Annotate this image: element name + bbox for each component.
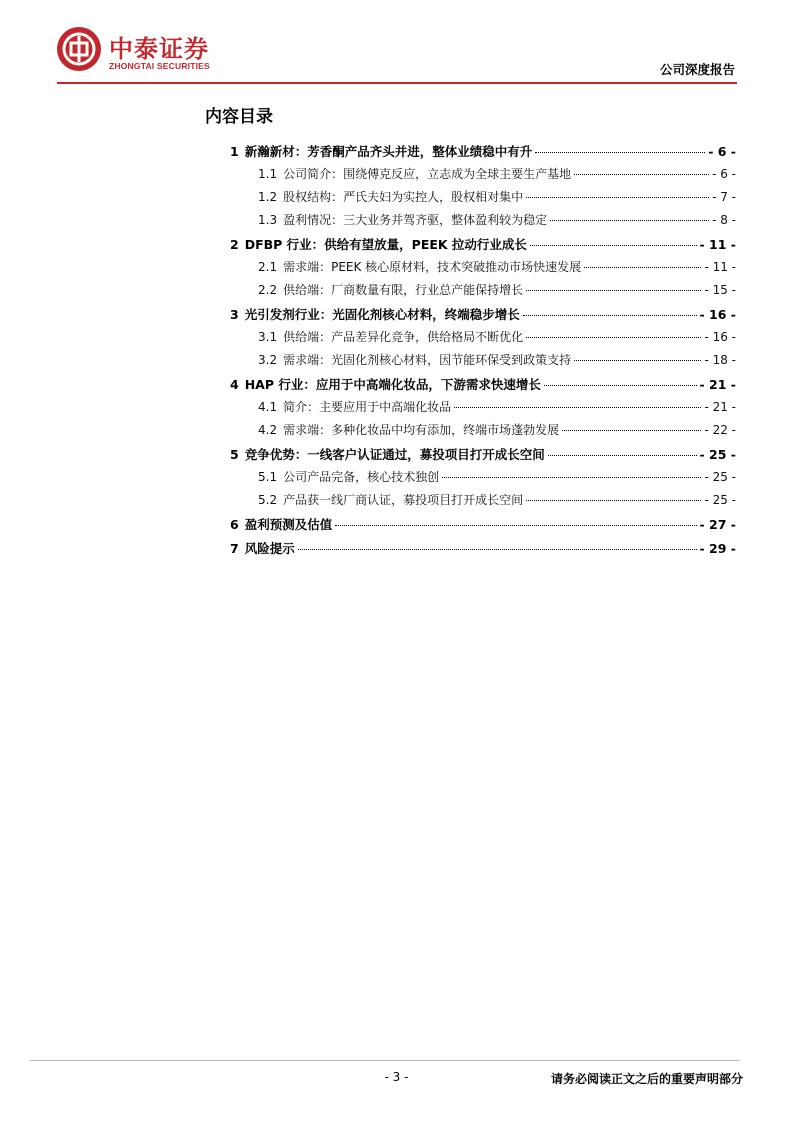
toc-entry-title: 风险提示 (244, 541, 295, 556)
toc-entry-title: 盈利情况：三大业务并驾齐驱，整体盈利较为稳定 (283, 213, 548, 227)
toc-dot-leader (550, 220, 709, 221)
toc-entry-number: 7 (230, 541, 239, 556)
toc-chapter-entry[interactable] (230, 375, 736, 393)
toc-dot-leader (584, 267, 701, 268)
toc-entry-title: DFBP 行业：供给有望放量，PEEK 拉动行业成长 (244, 237, 527, 252)
toc-entry-number: 5.2 (258, 493, 278, 507)
logo-chinese-name: 中泰证券 (109, 35, 209, 63)
page-number: - 3 - (384, 1070, 409, 1084)
toc-dot-leader (544, 385, 697, 386)
toc-section-entry[interactable] (230, 328, 736, 346)
toc-dot-leader (548, 455, 697, 456)
toc-entry-title: 需求端：多种化妆品中均有添加，终端市场蓬勃发展 (283, 423, 560, 437)
toc-entry-title: 供给端：产品差异化竞争，供给格局不断优化 (283, 330, 524, 344)
toc-dot-leader (526, 197, 709, 198)
toc-section-entry[interactable] (230, 351, 736, 369)
toc-entry-page: - 11 - (699, 237, 736, 252)
logo-english-name: ZHONGTAI SECURITIES (109, 61, 210, 71)
toc-dot-leader (526, 500, 701, 501)
toc-dot-leader (454, 407, 701, 408)
toc-entry-page: - 27 - (699, 517, 736, 532)
toc-section-entry[interactable] (230, 468, 736, 486)
toc-section-entry[interactable] (230, 165, 736, 183)
toc-section-entry[interactable] (230, 421, 736, 439)
toc-entry-title: 产品获一线厂商认证，募投项目打开成长空间 (283, 493, 524, 507)
toc-entry-title: 需求端：光固化剂核心材料，因节能环保受到政策支持 (283, 353, 572, 367)
toc-entry-title: 盈利预测及估值 (244, 517, 333, 532)
toc-chapter-entry[interactable] (230, 515, 736, 533)
toc-dot-leader (535, 152, 705, 153)
toc-entry-number: 6 (230, 517, 239, 532)
header-divider (57, 82, 737, 84)
toc-section-entry[interactable] (230, 211, 736, 229)
toc-entry-number: 4.1 (258, 400, 278, 414)
toc-entry-page: - 25 - (704, 493, 736, 507)
toc-dot-leader (526, 337, 701, 338)
toc-section-entry[interactable] (230, 398, 736, 416)
toc-entry-number: 1.2 (258, 190, 278, 204)
toc-entry-page: - 16 - (699, 307, 736, 322)
toc-entry-title: 供给端：厂商数量有限，行业总产能保持增长 (283, 283, 524, 297)
toc-entry-number: 3.1 (258, 330, 278, 344)
toc-entry-number: 1 (230, 144, 239, 159)
toc-entry-title: 公司简介：围绕傅克反应，立志成为全球主要生产基地 (283, 167, 572, 181)
toc-entry-page: - 15 - (704, 283, 736, 297)
toc-entry-title: 股权结构：严氏夫妇为实控人，股权相对集中 (283, 190, 524, 204)
toc-entry-number: 4 (230, 377, 239, 392)
footer-disclaimer: 请务必阅读正文之后的重要声明部分 (550, 1072, 743, 1086)
toc-entry-page: - 6 - (708, 144, 736, 159)
toc-entry-page: - 18 - (704, 353, 736, 367)
toc-section-entry[interactable] (230, 188, 736, 206)
toc-entry-page: - 7 - (712, 190, 736, 204)
toc-entry-title: 竞争优势：一线客户认证通过，募投项目打开成长空间 (244, 447, 545, 462)
toc-entry-number: 4.2 (258, 423, 278, 437)
company-logo (57, 27, 237, 79)
toc-entry-number: 5.1 (258, 470, 278, 484)
toc-entry-page: - 25 - (704, 470, 736, 484)
toc-entry-page: - 16 - (704, 330, 736, 344)
toc-entry-page: - 6 - (712, 167, 736, 181)
toc-entry-title: HAP 行业：应用于中高端化妆品，下游需求快速增长 (244, 377, 541, 392)
toc-entry-page: - 8 - (712, 213, 736, 227)
toc-section-entry[interactable] (230, 491, 736, 509)
toc-entry-page: - 22 - (704, 423, 736, 437)
report-type-label: 公司深度报告 (659, 62, 735, 77)
toc-dot-leader (442, 477, 701, 478)
toc-chapter-entry[interactable] (230, 305, 736, 323)
toc-title: 内容目录 (205, 107, 273, 127)
toc-entry-page: - 29 - (699, 541, 736, 556)
toc-entry-title: 新瀚新材：芳香酮产品齐头并进，整体业绩稳中有升 (244, 144, 533, 159)
toc-entry-title: 需求端：PEEK 核心原材料，技术突破推动市场快速发展 (283, 260, 582, 274)
toc-entry-title: 公司产品完备，核心技术独创 (283, 470, 440, 484)
page-header (0, 0, 793, 100)
toc-entry-number: 1.3 (258, 213, 278, 227)
toc-entry-number: 2 (230, 237, 239, 252)
toc-entry-title: 简介：主要应用于中高端化妆品 (283, 400, 452, 414)
toc-dot-leader (298, 549, 697, 550)
toc-entry-number: 3 (230, 307, 239, 322)
toc-dot-leader (530, 245, 697, 246)
toc-entry-number: 3.2 (258, 353, 278, 367)
toc-chapter-entry[interactable] (230, 142, 736, 160)
toc-dot-leader (335, 525, 696, 526)
toc-entry-page: - 11 - (704, 260, 736, 274)
table-of-contents (230, 142, 736, 557)
toc-chapter-entry[interactable] (230, 445, 736, 463)
toc-dot-leader (523, 315, 697, 316)
toc-chapter-entry[interactable] (230, 235, 736, 253)
logo-emblem-icon (57, 27, 101, 71)
toc-dot-leader (574, 174, 709, 175)
toc-section-entry[interactable] (230, 258, 736, 276)
footer-divider (30, 1060, 740, 1061)
toc-entry-page: - 25 - (699, 447, 736, 462)
toc-entry-title: 光引发剂行业：光固化剂核心材料，终端稳步增长 (244, 307, 520, 322)
toc-entry-number: 1.1 (258, 167, 278, 181)
toc-dot-leader (526, 290, 701, 291)
toc-entry-page: - 21 - (704, 400, 736, 414)
toc-entry-page: - 21 - (699, 377, 736, 392)
toc-section-entry[interactable] (230, 281, 736, 299)
toc-dot-leader (562, 430, 701, 431)
toc-dot-leader (574, 360, 701, 361)
toc-chapter-entry[interactable] (230, 539, 736, 557)
toc-entry-number: 5 (230, 447, 239, 462)
toc-entry-number: 2.1 (258, 260, 278, 274)
toc-entry-number: 2.2 (258, 283, 278, 297)
